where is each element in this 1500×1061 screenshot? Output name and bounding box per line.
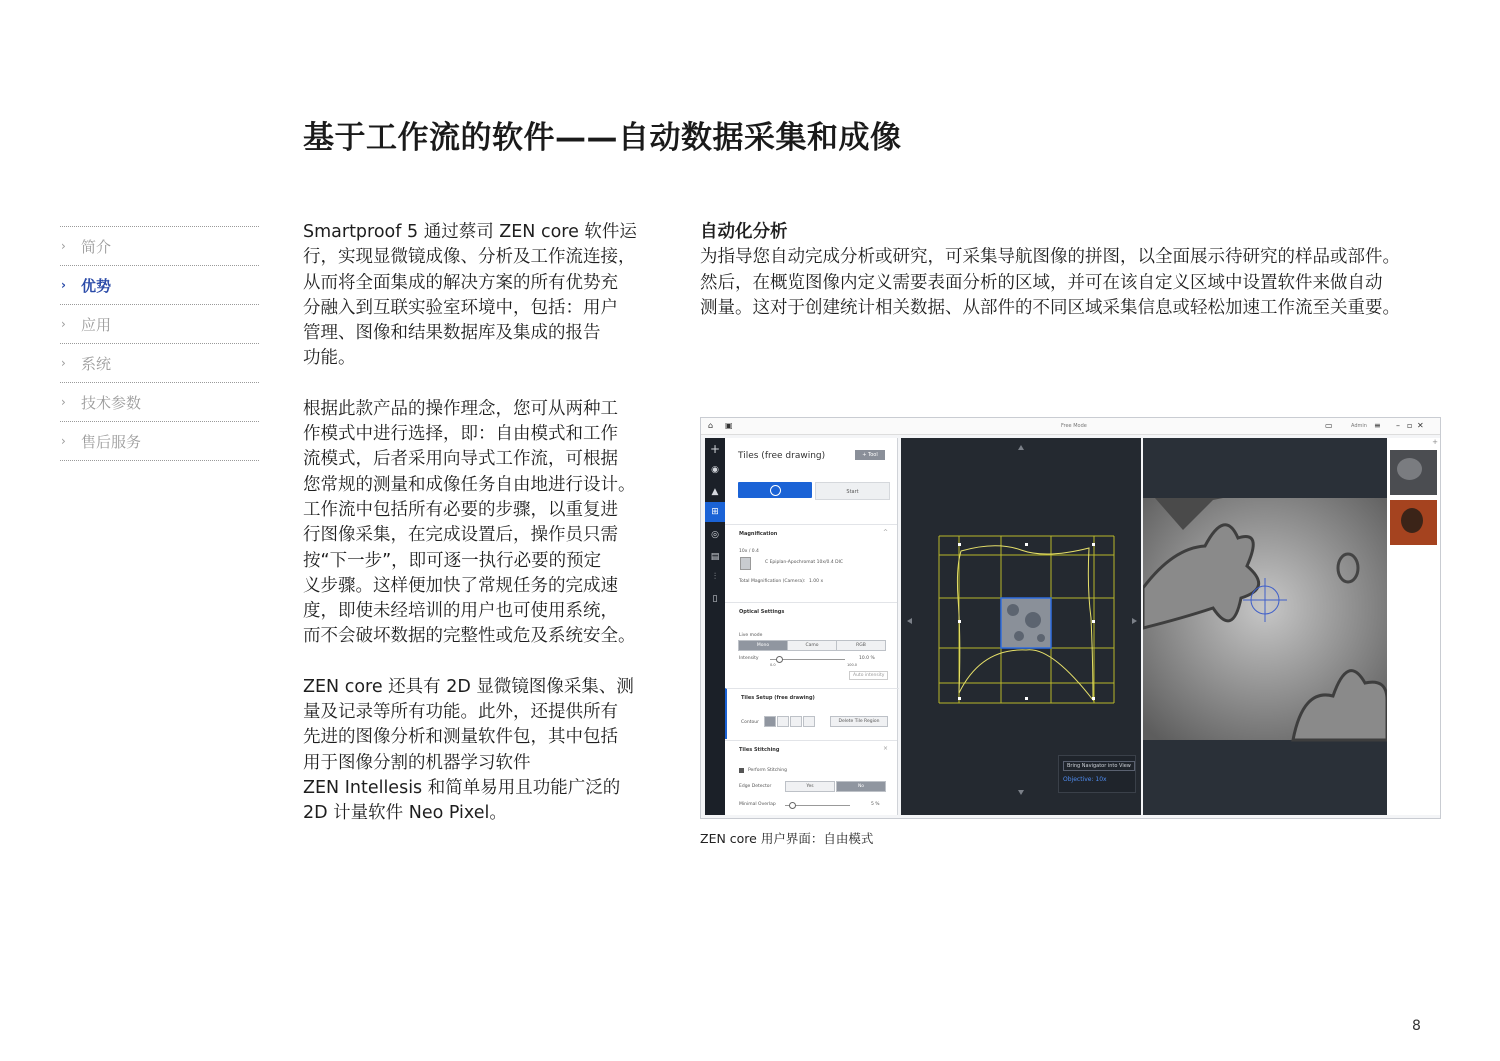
home-icon[interactable]: ⌂ (708, 421, 714, 430)
section-paragraph: 为指导您自动完成分析或研究，可采集导航图像的拼图，以全面展示待研究的样品或部件。 然后，在概览图像内定义需要表面分析的区域，并可在该自定义区域中设置软件来做自动 测量。这对于创建统计相关数据、从部件的不同区域采集信息或轻松加速工作流至关重要。 (700, 247, 1400, 318)
magnification-section (725, 524, 897, 601)
contour-tool-1[interactable] (764, 716, 776, 727)
thumbnail-2-texture (1401, 508, 1423, 533)
edge-no-button[interactable]: No (836, 781, 886, 792)
restore-icon[interactable]: ▫ (1407, 421, 1413, 430)
chevron-right-icon: › (61, 395, 66, 409)
section-title: Optical Settings (739, 609, 785, 615)
camera-icon[interactable]: ◉ (711, 465, 719, 475)
navigator-info-box (1058, 755, 1136, 793)
mode-mono-button[interactable]: Mono (738, 640, 788, 651)
chat-icon[interactable]: ▭ (1325, 421, 1333, 430)
nav-item-applications[interactable] (60, 304, 259, 343)
navigator-viewer[interactable] (901, 438, 1141, 815)
close-icon[interactable]: ✕ (1417, 421, 1424, 430)
nav-item-label: 应用 (81, 315, 112, 334)
total-magnification-label: Total Magnification (Camera): (739, 579, 806, 584)
section-title: Magnification (739, 531, 778, 537)
user-label[interactable]: Admin (1351, 423, 1367, 429)
body-column-right (700, 220, 1440, 321)
intensity-slider-handle[interactable] (776, 656, 783, 663)
start-button[interactable]: Start (815, 482, 890, 500)
menu-icon[interactable]: ≡ (1374, 421, 1381, 430)
nav-item-label: 技术参数 (81, 393, 142, 412)
snap-button[interactable] (738, 482, 812, 498)
record-icon (770, 485, 781, 496)
sliders-icon[interactable]: ⫶ (713, 572, 717, 582)
thumbnail-1-texture (1397, 458, 1422, 480)
thumbnail-strip (1387, 438, 1440, 815)
nav-item-label: 售后服务 (81, 432, 142, 451)
intensity-max: 100.0 (847, 663, 858, 667)
total-magnification-value: 1.00 x (809, 579, 824, 584)
add-icon[interactable]: + (1432, 438, 1438, 446)
min-overlap-value[interactable]: 5 % (871, 802, 880, 807)
section-title: Tiles Setup (free drawing) (741, 695, 815, 701)
page-title: 基于工作流的软件——自动数据采集和成像 (303, 120, 902, 156)
chevron-right-icon: › (61, 434, 66, 448)
section-title: Tiles Stitching (739, 747, 780, 753)
figure-caption: ZEN core 用户界面：自由模式 (700, 831, 874, 846)
close-icon[interactable]: × (882, 745, 888, 752)
intensity-min: 0.0 (770, 663, 776, 667)
bring-navigator-button[interactable]: Bring Navigator into View (1063, 761, 1135, 771)
add-icon[interactable]: + (709, 442, 721, 456)
nav-item-label: 系统 (81, 354, 112, 373)
nav-item-intro[interactable] (60, 226, 259, 265)
chevron-right-icon: › (61, 239, 66, 253)
zen-core-screenshot (700, 417, 1441, 819)
contour-label: Contour (741, 720, 759, 725)
edge-detector-label: Edge Detector (739, 784, 772, 789)
edge-yes-button[interactable]: Yes (785, 781, 835, 792)
report-icon[interactable]: ▤ (710, 552, 720, 562)
auto-intensity-button[interactable]: Auto intensity (849, 671, 888, 680)
perform-stitching-label: Perform Stitching (748, 768, 788, 773)
add-tool-button[interactable]: + Tool (855, 450, 885, 460)
minimize-icon[interactable]: – (1396, 421, 1400, 430)
contour-tool-2[interactable] (777, 716, 789, 727)
tiles-setup-section (725, 688, 899, 739)
microscope-icon[interactable]: ▲ (711, 487, 719, 497)
live-image (1143, 438, 1387, 815)
objective-name[interactable]: C Epiplan-Apochromat 10x/0.4 DIC (765, 560, 844, 565)
tiles-icon[interactable]: ⊞ (705, 502, 725, 522)
analysis-icon[interactable]: ◎ (711, 530, 719, 540)
save-icon[interactable]: ▣ (725, 421, 733, 430)
left-toolbar (705, 438, 725, 815)
mode-rgb-button[interactable]: RGB (836, 640, 886, 651)
mode-label: Free Mode (1061, 423, 1087, 429)
page-number: 8 (1412, 1018, 1421, 1034)
objective-icon[interactable] (740, 557, 751, 570)
objective-tag: 10x / 0.4 (739, 549, 759, 554)
nav-item-system[interactable] (60, 343, 259, 382)
min-overlap-label: Minimal Overlap (739, 802, 776, 807)
chevron-right-icon: › (61, 278, 66, 292)
paragraph-3: ZEN core 还具有 2D 显微镜图像采集、测 量及记录等所有功能。此外，还提供所有 先进的图像分析和测量软件包，其中包括 用于图像分割的机器学习软件 ZEN Intellesis 和简单易用且功能广泛的 2D 计量软件 Neo Pixel。 (303, 676, 634, 824)
nav-item-label: 简介 (81, 237, 112, 256)
nav-item-service[interactable] (60, 421, 259, 461)
contour-tool-3[interactable] (790, 716, 802, 727)
chevron-right-icon: › (61, 317, 66, 331)
chevron-right-icon: › (61, 356, 66, 370)
side-nav (60, 226, 259, 461)
overlap-slider-handle[interactable] (789, 802, 796, 809)
objective-readout: Objective: 10x (1063, 776, 1107, 783)
app-topbar (701, 418, 1440, 435)
intensity-label: Intensity (739, 656, 759, 661)
nav-item-advantages[interactable] (60, 265, 259, 304)
delete-tile-region-button[interactable]: Delete Tile Region (830, 716, 888, 727)
collapse-icon[interactable]: ^ (882, 529, 888, 536)
optical-settings-section (725, 602, 897, 689)
tool-panel (725, 438, 898, 815)
paragraph-2: 根据此款产品的操作理念，您可从两种工 作模式中进行选择，即：自由模式和工作 流模式，后者采用向导式工作流，可根据 您常规的测量和成像任务自由地进行设计。 工作流中包括所有必要的步骤，以重复进 行图像采集，在完成设置后，操作员只需 按“下一步”，即可逐一执行必要的预定 义步骤。这样便加快了常规任务的完成速 度，即使未经培训的用户也可使用系统， 而不会破坏数据的完整性或危及系统安全。 (303, 398, 636, 647)
paragraph-1: Smartproof 5 通过蔡司 ZEN core 软件运 行，实现显微镜成像、分析及工作流连接， 从而将全面集成的解决方案的所有优势充 分融入到互联实验室环境中，包括：用户 管理、图像和结果数据库及集成的报告 功能。 (303, 222, 637, 369)
contour-tool-4[interactable] (803, 716, 815, 727)
section-heading: 自动化分析 (700, 222, 788, 242)
stitching-section (725, 740, 897, 816)
intensity-value[interactable]: 10.0 % (859, 656, 875, 661)
nav-item-label: 优势 (81, 276, 112, 295)
document-icon[interactable]: ▯ (712, 594, 718, 604)
live-mode-label: Live mode (739, 633, 763, 638)
mode-camo-button[interactable]: Camo (787, 640, 837, 651)
body-column-left (303, 220, 645, 852)
stitching-checkbox[interactable] (739, 768, 744, 773)
panel-title: Tiles (free drawing) (738, 451, 826, 461)
nav-item-specs[interactable] (60, 382, 259, 421)
live-image-view[interactable] (1143, 438, 1387, 815)
